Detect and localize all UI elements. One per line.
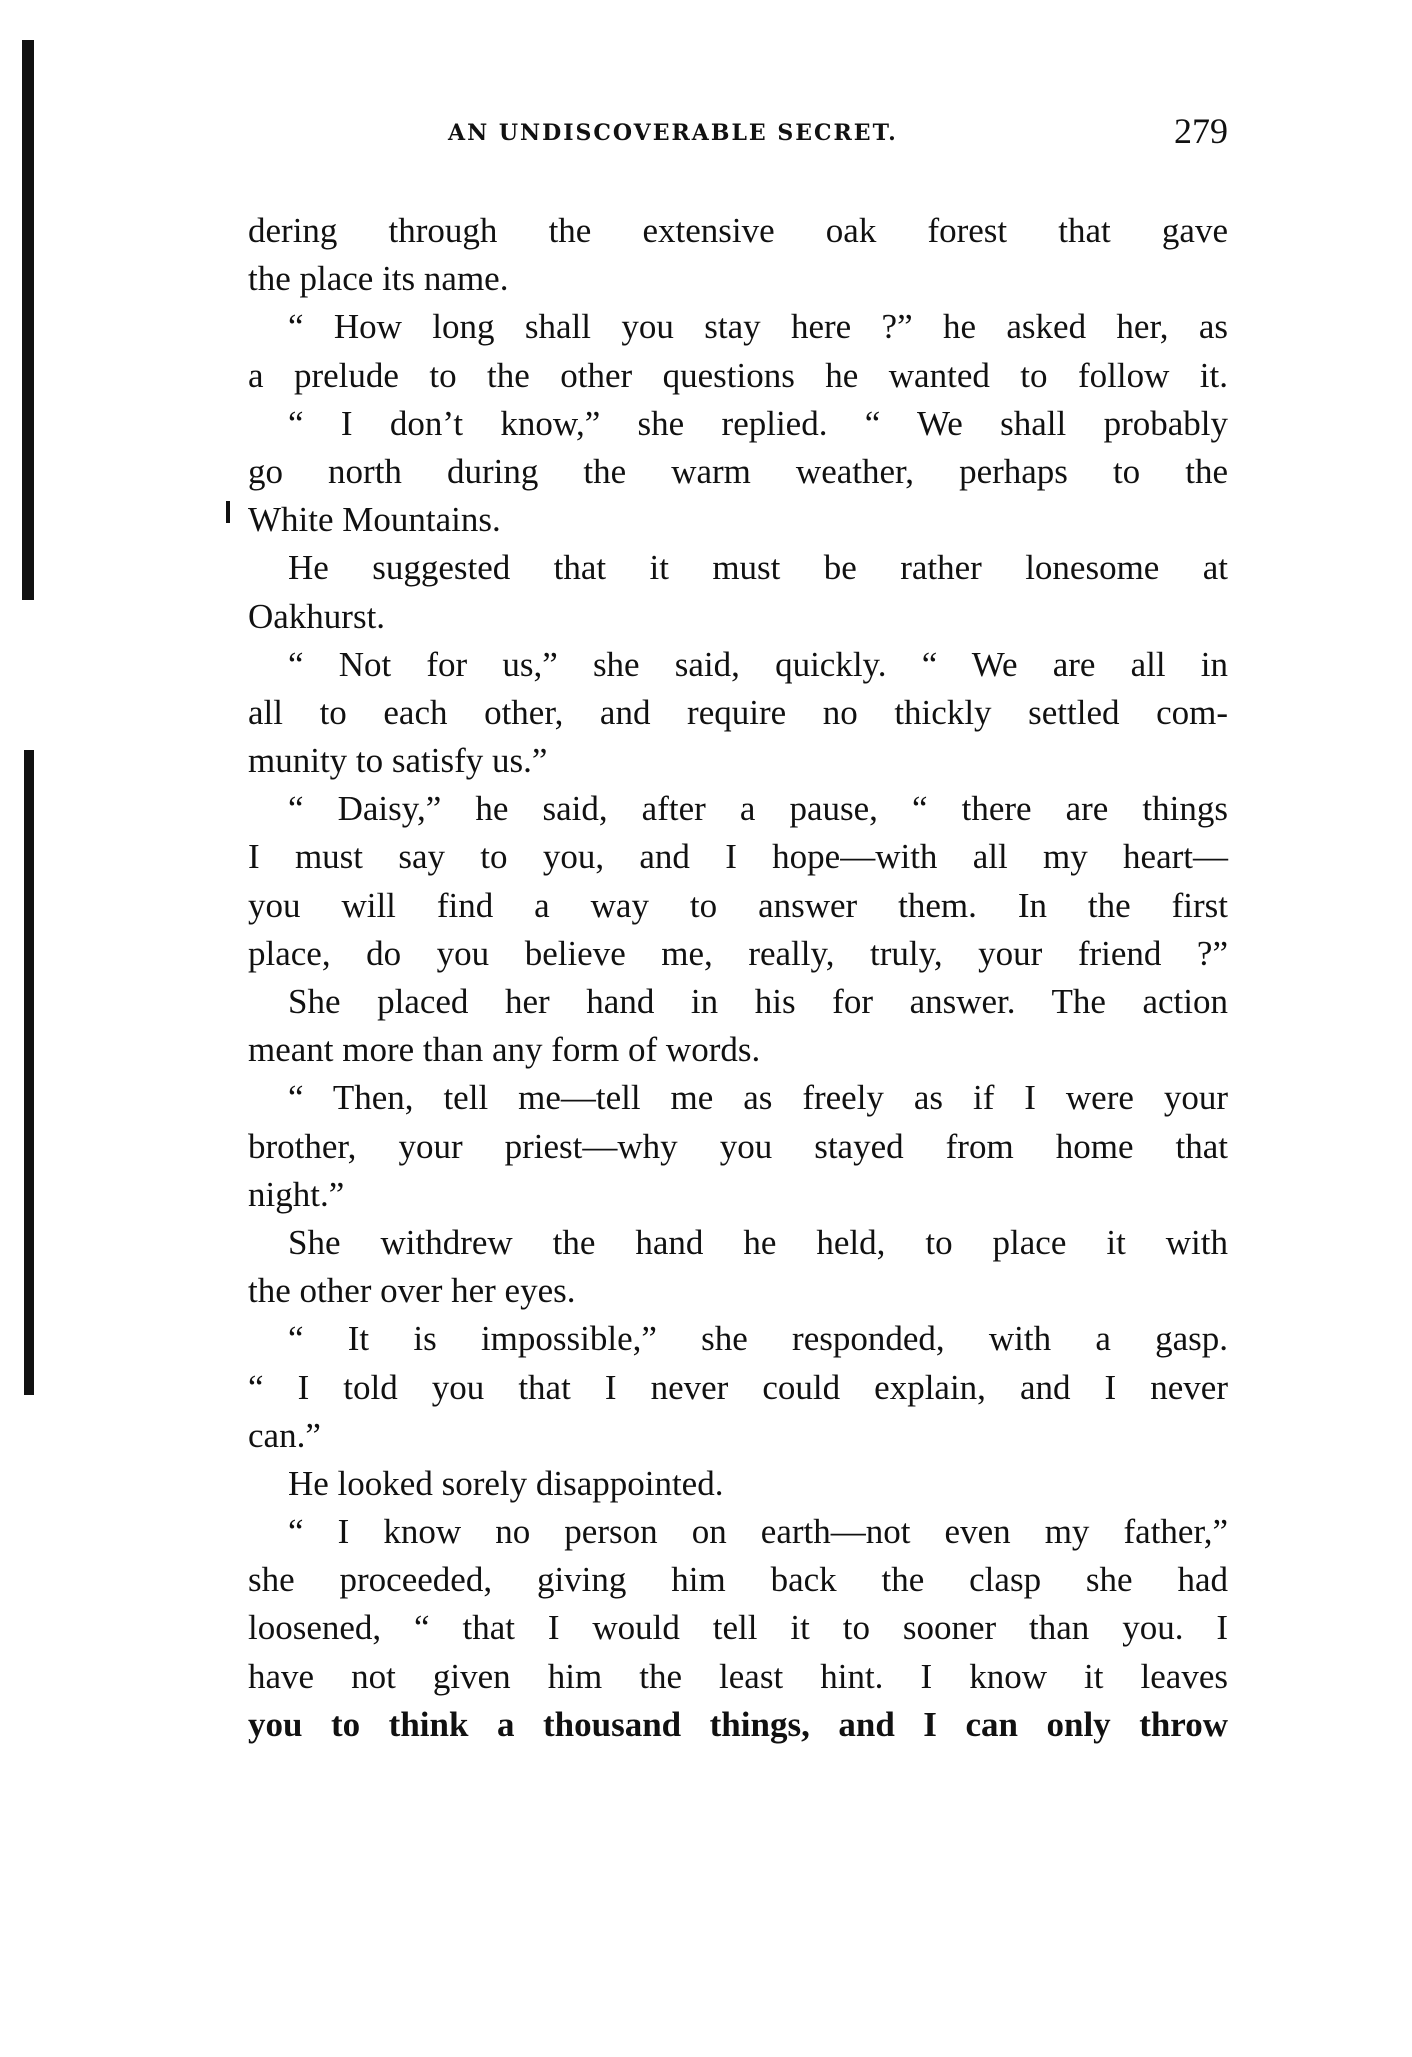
text-line: brother, your priest—why you stayed from home that bbox=[248, 1126, 1228, 1166]
text-line: you will find a way to answer them. In the first bbox=[248, 885, 1228, 925]
text-line: can.” bbox=[248, 1415, 321, 1455]
text-line: munity to satisfy us.” bbox=[248, 741, 548, 781]
text-line: you to think a thousand things, and I can only throw bbox=[248, 1704, 1228, 1744]
text-line: She withdrew the hand he held, to place it with bbox=[288, 1222, 1228, 1262]
binding-shadow-top bbox=[22, 40, 34, 600]
text-line: the other over her eyes. bbox=[248, 1271, 576, 1311]
margin-mark bbox=[226, 501, 230, 523]
text-line: He looked sorely disappointed. bbox=[288, 1463, 724, 1503]
text-line: She placed her hand in his for answer. The action bbox=[288, 982, 1228, 1021]
text-line: “ I don’t know,” she replied. “ We shall probably bbox=[288, 403, 1228, 443]
text-line: loosened, “ that I would tell it to sooner than you. I bbox=[248, 1608, 1228, 1648]
page-header bbox=[248, 111, 1228, 156]
text-line: night.” bbox=[248, 1174, 345, 1214]
text-line: meant more than any form of words. bbox=[248, 1030, 761, 1070]
text-line: Oakhurst. bbox=[248, 596, 386, 636]
text-line: “ Daisy,” he said, after a pause, “ there are things bbox=[288, 789, 1228, 829]
text-line: go north during the warm weather, perhaps to the bbox=[248, 451, 1228, 491]
text-line: He suggested that it must be rather lonesome at bbox=[288, 548, 1228, 588]
text-line: I must say to you, and I hope—with all my heart— bbox=[248, 837, 1228, 877]
text-line: dering through the extensive oak forest that gave bbox=[248, 211, 1228, 250]
text-line: “ Not for us,” she said, quickly. “ We are all in bbox=[288, 644, 1228, 684]
text-line: “ Then, tell me—tell me as freely as if I were your bbox=[288, 1078, 1228, 1118]
text-line: “ I told you that I never could explain, and I never bbox=[248, 1367, 1228, 1407]
binding-shadow-bottom bbox=[24, 750, 34, 1395]
text-line: place, do you believe me, really, truly, your friend ?” bbox=[248, 933, 1228, 973]
text-line: “ How long shall you stay here ?” he asked her, as bbox=[288, 307, 1228, 347]
text-line: “ It is impossible,” she responded, with a gasp. bbox=[288, 1319, 1228, 1359]
text-line: all to each other, and require no thickly settled com- bbox=[248, 692, 1228, 732]
text-line: White Mountains. bbox=[248, 500, 501, 540]
running-title: AN UNDISCOVERABLE SECRET. bbox=[448, 120, 898, 146]
text-line: a prelude to the other questions he wanted to follow it. bbox=[248, 355, 1228, 395]
text-line: “ I know no person on earth—not even my father,” bbox=[288, 1512, 1228, 1552]
text-line: have not given him the least hint. I know it leaves bbox=[248, 1656, 1228, 1696]
page-number: 279 bbox=[1174, 111, 1228, 151]
text-line: the place its name. bbox=[248, 259, 509, 299]
text-line: she proceeded, giving him back the clasp she had bbox=[248, 1560, 1228, 1600]
body-text bbox=[248, 207, 1228, 1749]
